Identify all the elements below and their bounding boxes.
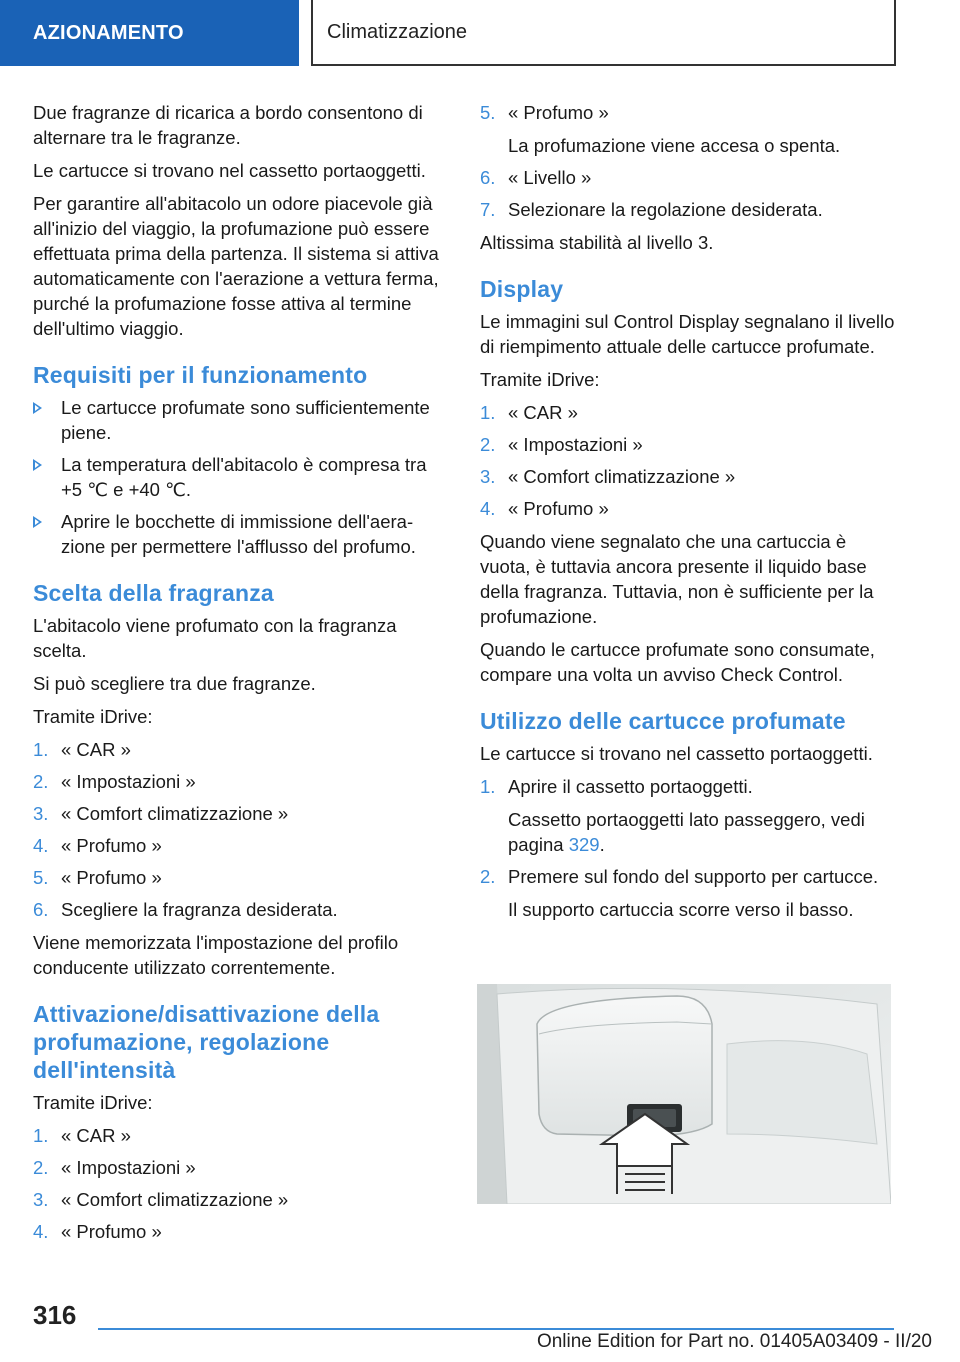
activation-steps-continued	[480, 100, 898, 222]
chapter-header	[311, 0, 896, 66]
chapter-title: Climatizzazione	[327, 20, 468, 43]
page-link[interactable]: 329	[568, 834, 600, 855]
left-column	[33, 100, 451, 1252]
page-number: 316	[33, 1300, 77, 1330]
list-item: 1. « CAR »	[33, 739, 131, 760]
display-steps	[480, 400, 898, 521]
paragraph: Quando viene segnalato che una cartuccia è vuota, è tuttavia ancora presente il liquido base della fragranza. Tuttavia, non è sufficiente per la profumazione.	[480, 531, 874, 627]
triangle-bullet-icon	[33, 402, 42, 414]
heading-activation: Attivazione/disattivazione della profumazione, regolazione dell'intensità	[33, 1001, 380, 1083]
cartridge-steps	[480, 774, 898, 922]
triangle-bullet-icon	[33, 459, 42, 471]
paragraph: Altissima stabilità al livello 3.	[480, 232, 714, 253]
heading-requirements: Requisiti per il funzionamento	[33, 362, 368, 388]
list-item: 5. « Profumo »	[33, 867, 162, 888]
section-title: AZIONAMENTO	[33, 21, 184, 44]
paragraph: Le cartucce si trovano nel cassetto portaoggetti.	[480, 743, 873, 764]
activation-steps	[33, 1123, 451, 1244]
footer-divider	[98, 1328, 894, 1330]
list-item: Aprire le bocchette di immissione dell'aerazione per permettere l'afflusso del profumo.	[33, 509, 451, 559]
list-item: 6. Scegliere la fragranza desiderata.	[33, 899, 338, 920]
list-item: 1. « CAR »	[33, 1125, 131, 1146]
list-item: 3. « Comfort climatizzazione »	[33, 803, 289, 824]
list-item: 4. « Profumo »	[33, 1221, 162, 1242]
heading-cartridge-use: Utilizzo delle cartucce profumate	[480, 708, 846, 734]
list-item: 1. « CAR »	[480, 402, 578, 423]
paragraph: Quando le cartucce profumate sono consumate, compare una volta un avviso Check Control.	[480, 639, 875, 685]
list-item: 6. « Livello »	[480, 167, 592, 188]
list-item: Le cartucce profumate sono sufficientemente piene.	[33, 395, 451, 445]
list-item: 3. « Comfort climatizzazione »	[33, 1189, 289, 1210]
list-item: 4. « Profumo »	[33, 835, 162, 856]
paragraph: Le immagini sul Control Display segnalano il livello di riempimento attuale delle cartucce profumate.	[480, 311, 895, 357]
list-item: 2. « Impostazioni »	[33, 1157, 196, 1178]
paragraph: L'abitacolo viene profumato con la fragranza scelta.	[33, 615, 397, 661]
paragraph: Due fragranze di ricarica a bordo consentono di alternare tra le fragranze.	[33, 102, 423, 148]
paragraph: Viene memorizzata l'impostazione del profilo conducente utilizzato correntemente.	[33, 932, 399, 978]
paragraph: Per garantire all'abitacolo un odore piacevole già all'inizio del viaggio, la profumazione può essere effettuata prima della partenza. Il sistema si attiva automaticamente con l'aerazione a vettura ferma, purché la profumazione fosse attiva al termine dell'ultimo viaggio.	[33, 193, 439, 339]
paragraph: Tramite iDrive:	[33, 1092, 153, 1113]
heading-fragrance-choice: Scelta della fragranza	[33, 580, 274, 606]
requirements-list	[33, 395, 451, 559]
list-item: 7. Selezionare la regolazione desiderata.	[480, 199, 823, 220]
paragraph: Tramite iDrive:	[480, 369, 600, 390]
list-item: 2. Premere sul fondo del supporto per cartucce. Il supporto cartuccia scorre verso il basso.	[480, 866, 879, 920]
list-item: 2. « Impostazioni »	[33, 771, 196, 792]
section-tab	[0, 0, 299, 66]
right-column	[480, 100, 898, 930]
edition-note: Online Edition for Part no. 01405A03409 - II/20	[536, 1331, 932, 1352]
list-item: 3. « Comfort climatizzazione »	[480, 466, 736, 487]
paragraph: Si può scegliere tra due fragranze.	[33, 673, 316, 694]
list-item: 1. Aprire il cassetto portaoggetti. Cassetto portaoggetti lato passeggero, vedi pagina 329.	[480, 776, 865, 855]
paragraph: Le cartucce si trovano nel cassetto portaoggetti.	[33, 160, 426, 181]
heading-display: Display	[480, 276, 564, 302]
glovebox-drawing	[477, 984, 891, 1204]
list-item: 4. « Profumo »	[480, 498, 609, 519]
list-item: La temperatura dell'abitacolo è compresa tra +5 ℃ e +40 ℃.	[33, 452, 451, 502]
paragraph: Tramite iDrive:	[33, 706, 153, 727]
choice-steps	[33, 737, 451, 922]
cartridge-holder-illustration	[477, 984, 891, 1204]
triangle-bullet-icon	[33, 516, 42, 528]
list-item: 5. « Profumo » La profumazione viene accesa o spenta.	[480, 102, 841, 156]
list-item: 2. « Impostazioni »	[480, 434, 643, 455]
